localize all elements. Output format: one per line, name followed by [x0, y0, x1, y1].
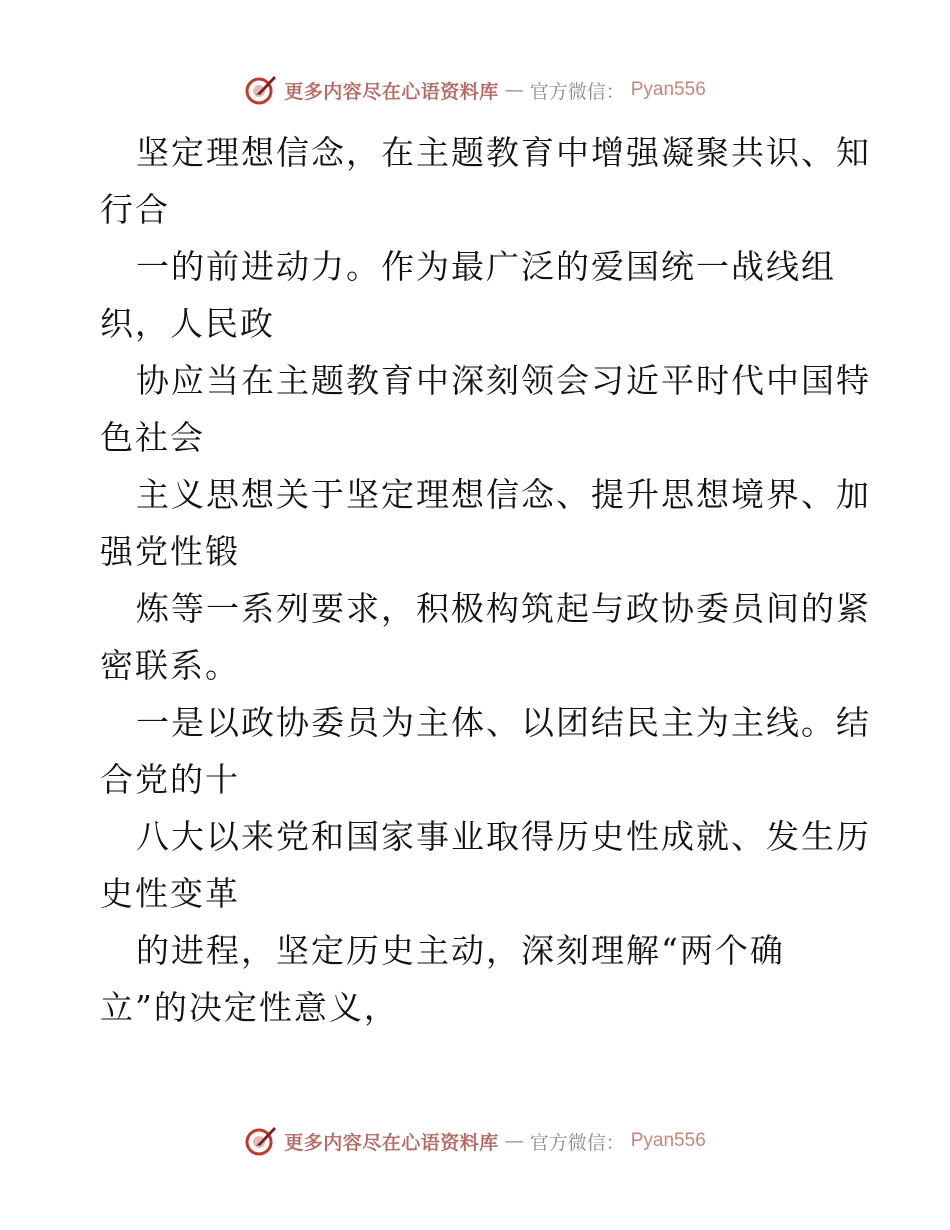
watermark-contact-id: Pyan556	[630, 79, 706, 100]
text-line: 的进程，坚定历史主动，深刻理解“两个确	[136, 931, 785, 970]
text-line: 色社会	[100, 418, 205, 457]
watermark-site-text: 更多内容尽在心语资料库	[284, 1131, 499, 1154]
watermark-site-text: 更多内容尽在心语资料库	[284, 80, 499, 103]
text-line: 强党性锻	[100, 532, 240, 571]
text-line: 坚定理想信念，在主题教育中增强凝聚共识、知	[136, 133, 871, 172]
watermark-contact-label: 官方微信：	[529, 80, 625, 103]
header-watermark	[0, 70, 950, 110]
watermark-separator: —	[504, 79, 524, 101]
watermark-separator: —	[504, 1130, 524, 1152]
text-line: 炼等一系列要求，积极构筑起与政协委员间的紧	[136, 589, 871, 628]
text-line: 八大以来党和国家事业取得历史性成就、发生历	[136, 817, 871, 856]
text-line: 密联系。	[100, 646, 240, 685]
footer-watermark	[0, 1121, 950, 1161]
text-line: 立”的决定性意义，	[100, 988, 399, 1027]
text-line: 织，人民政	[100, 304, 275, 343]
text-line: 史性变革	[100, 874, 240, 913]
text-line: 一的前进动力。作为最广泛的爱国统一战线组	[136, 247, 836, 286]
text-line: 行合	[100, 190, 170, 229]
watermark-contact-id: Pyan556	[630, 1130, 706, 1151]
quill-pen-logo-icon	[244, 1124, 278, 1158]
text-line: 合党的十	[100, 760, 240, 799]
watermark-contact-label: 官方微信：	[529, 1131, 625, 1154]
text-line: 主义思想关于坚定理想信念、提升思想境界、加	[136, 475, 871, 514]
text-line: 一是以政协委员为主体、以团结民主为主线。结	[136, 703, 871, 742]
text-line: 协应当在主题教育中深刻领会习近平时代中国特	[136, 361, 871, 400]
document-body	[100, 124, 871, 1036]
quill-pen-logo-icon	[244, 73, 278, 107]
